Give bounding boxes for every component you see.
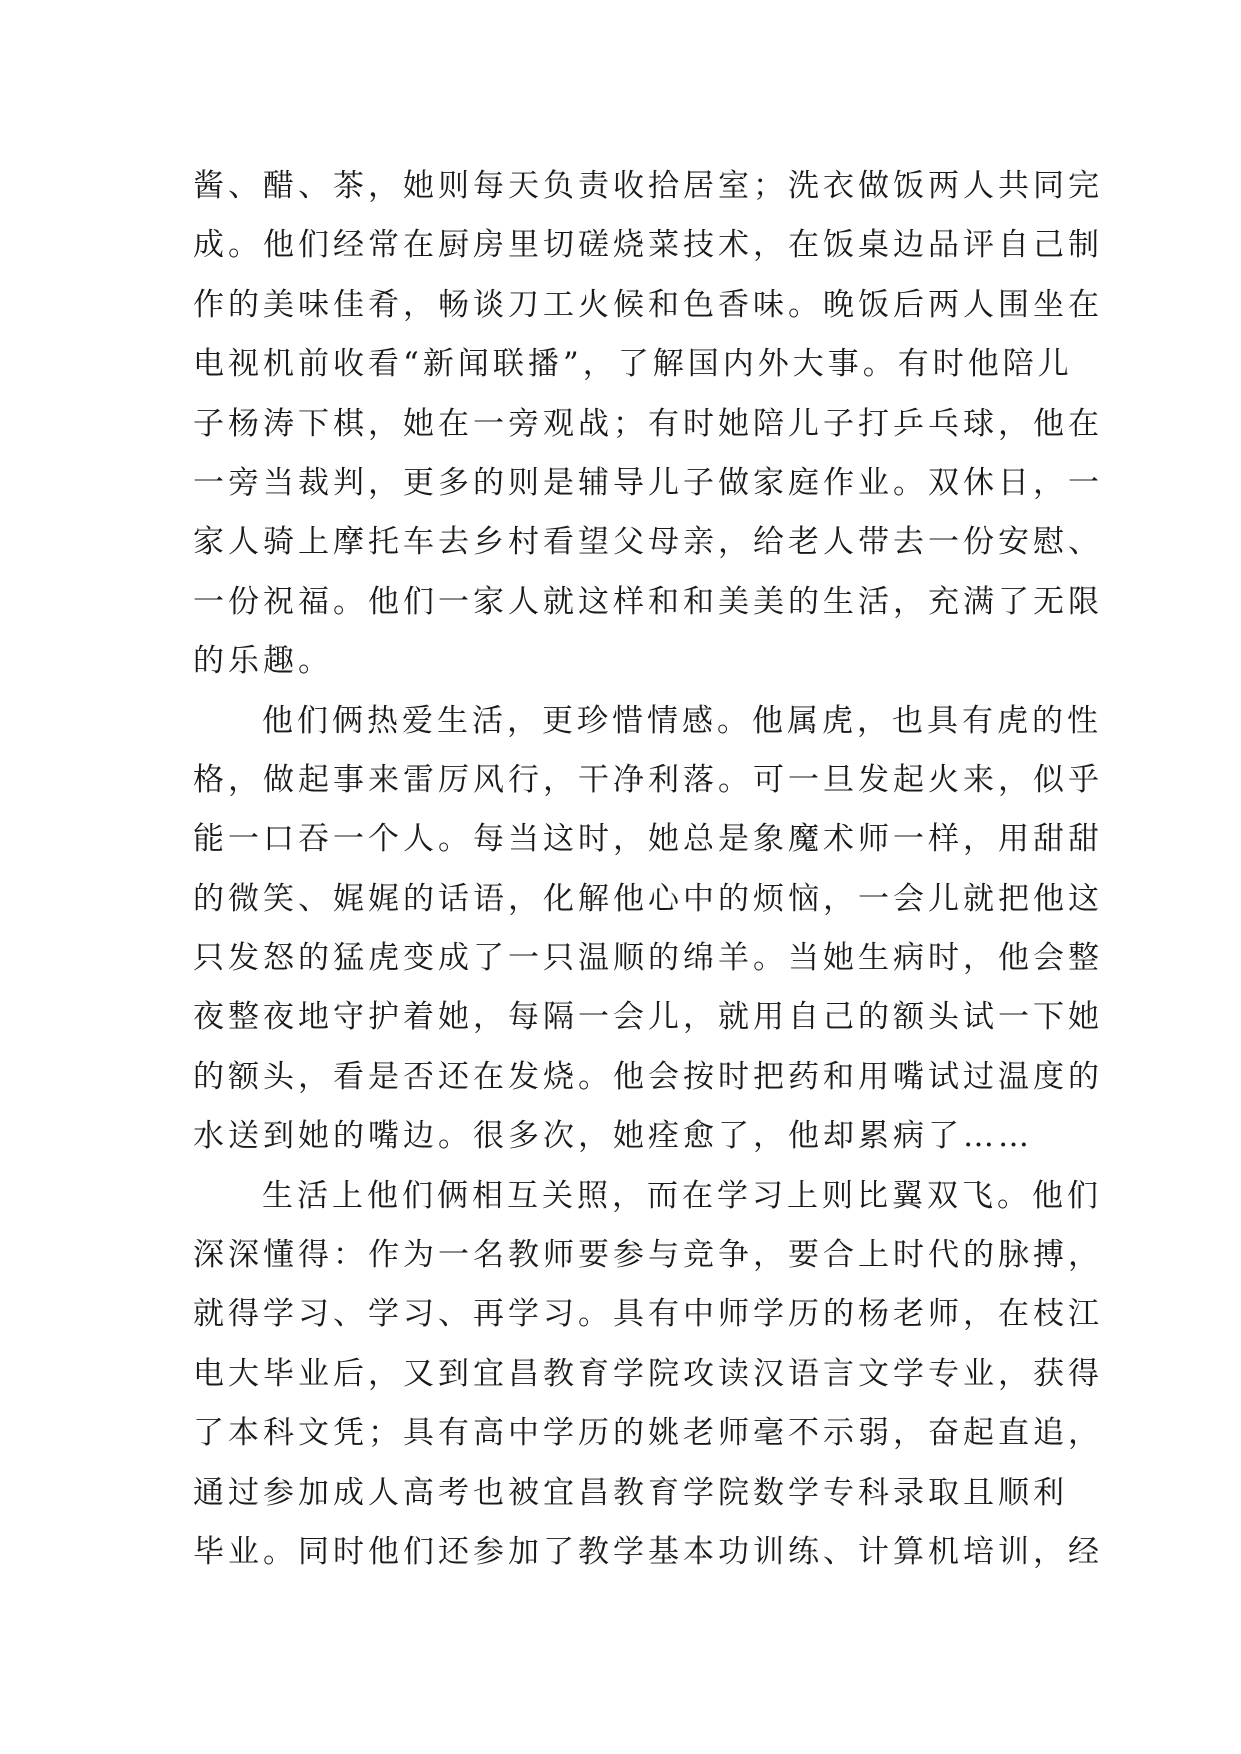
text-line: 深深懂得：作为一名教师要参与竞争，要合上时代的脉搏， [193, 1237, 1103, 1274]
document-body [193, 157, 1103, 1582]
text-line: 水送到她的嘴边。很多次，她痊愈了，他却累病了…… [193, 1118, 1033, 1155]
text-line: 作的美味佳肴，畅谈刀工火候和色香味。晚饭后两人围坐在 [193, 286, 1103, 323]
text-line: 一旁当裁判，更多的则是辅导儿子做家庭作业。双休日，一 [193, 464, 1103, 501]
text-line: 就得学习、学习、再学习。具有中师学历的杨老师，在枝江 [193, 1296, 1103, 1333]
text-line: 的微笑、娓娓的话语，化解他心中的烦恼，一会儿就把他这 [193, 880, 1103, 917]
text-line: 通过参加成人高考也被宜昌教育学院数学专科录取且顺利 [193, 1474, 1068, 1511]
text-line: 的额头，看是否还在发烧。他会按时把药和用嘴试过温度的 [193, 1058, 1103, 1095]
text-line: 格，做起事来雷厉风行，干净利落。可一旦发起火来，似乎 [193, 761, 1103, 798]
text-line: 酱、醋、茶，她则每天负责收拾居室；洗衣做饭两人共同完 [193, 168, 1103, 204]
text-line: 能一口吞一个人。每当这时，她总是象魔术师一样，用甜甜 [193, 821, 1103, 858]
text-line: 子杨涛下棋，她在一旁观战；有时她陪儿子打乒乓球，他在 [193, 405, 1103, 442]
text-line: 的乐趣。 [193, 643, 333, 680]
text-line: 夜整夜地守护着她，每隔一会儿，就用自己的额头试一下她 [193, 999, 1103, 1036]
text-line: 一份祝福。他们一家人就这样和和美美的生活，充满了无限 [193, 583, 1103, 620]
text-line: 电视机前收看“新闻联播”，了解国内外大事。有时他陪儿 [193, 346, 1073, 383]
text-line: 成。他们经常在厨房里切磋烧菜技术，在饭桌边品评自己制 [193, 227, 1103, 264]
text-line: 了本科文凭；具有高中学历的姚老师毫不示弱，奋起直追， [193, 1415, 1103, 1452]
text-line: 只发怒的猛虎变成了一只温顺的绵羊。当她生病时，他会整 [193, 940, 1103, 977]
text-line: 家人骑上摩托车去乡村看望父母亲，给老人带去一份安慰、 [193, 524, 1103, 561]
text-line: 电大毕业后，又到宜昌教育学院攻读汉语言文学专业，获得 [193, 1355, 1103, 1392]
paragraph-first-line: 生活上他们俩相互关照，而在学习上则比翼双飞。他们 [262, 1177, 1102, 1214]
text-line: 毕业。同时他们还参加了教学基本功训练、计算机培训，经 [193, 1533, 1103, 1570]
paragraph-first-line: 他们俩热爱生活，更珍惜情感。他属虎，也具有虎的性 [262, 702, 1102, 739]
